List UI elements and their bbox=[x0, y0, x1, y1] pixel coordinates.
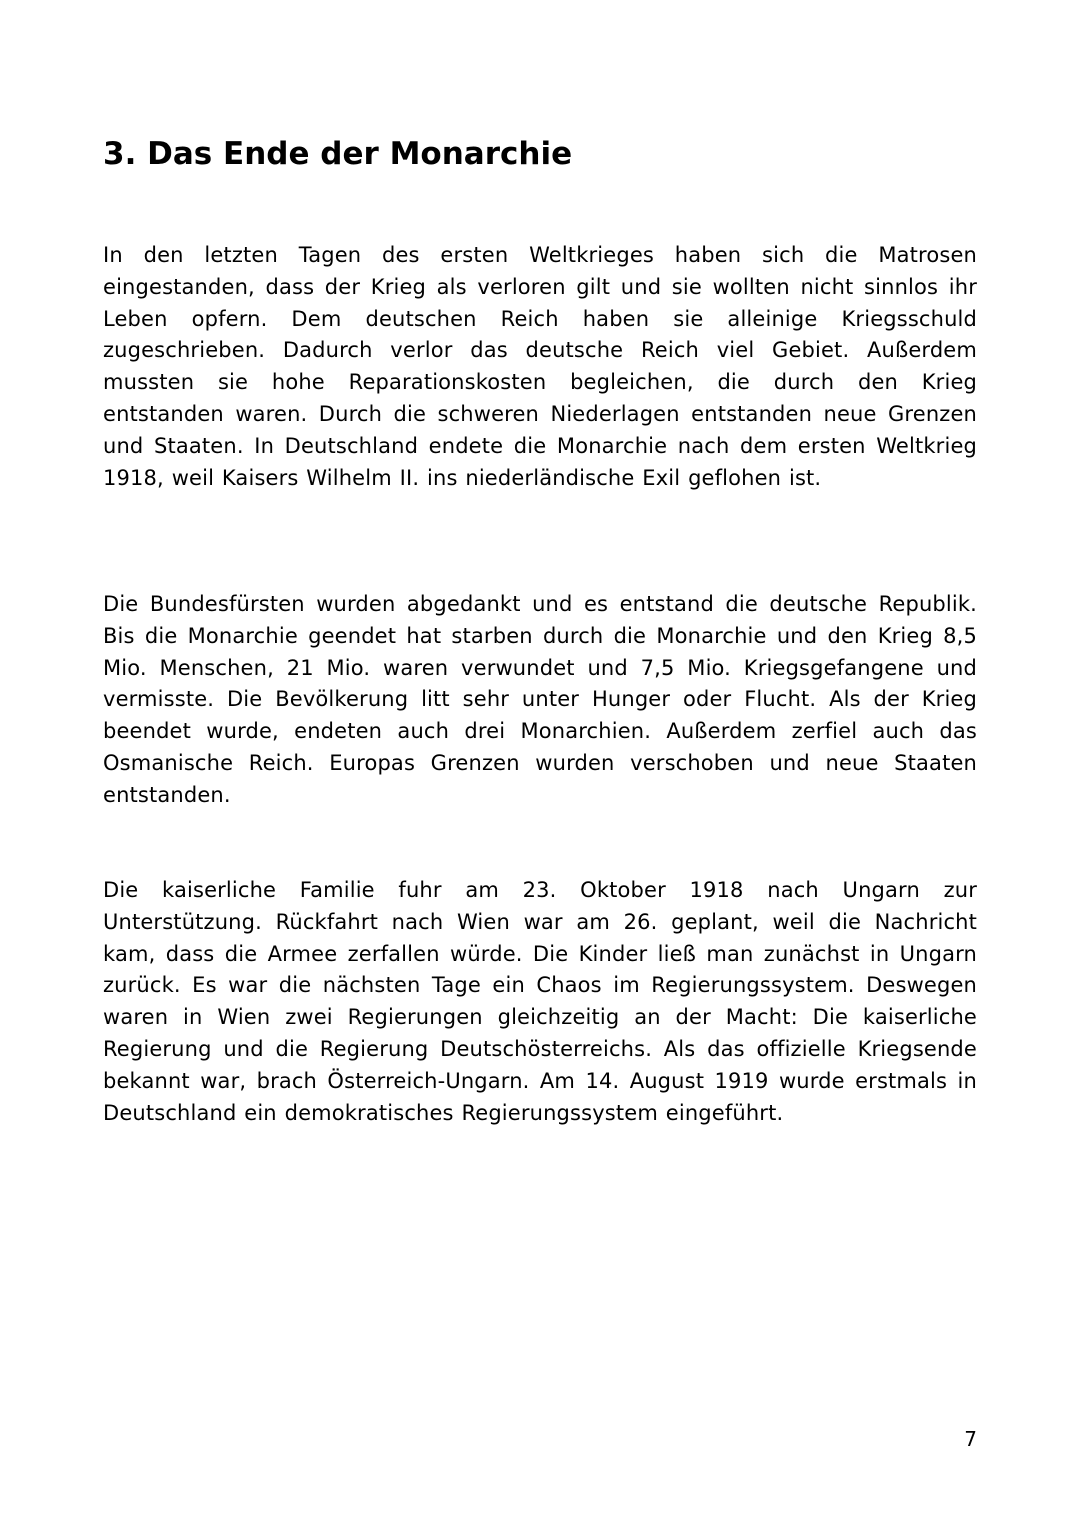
paragraph-1: In den letzten Tagen des ersten Weltkrieges haben sich die Matrosen eingestanden, dass der Krieg als verloren gilt und sie wollten nicht sinnlos ihr Leben opfern. Dem deutschen Reich haben sie alleinige Kriegsschuld zugeschrieben. Dadurch verlor das deutsche Reich viel Gebiet. Außerdem mussten sie hohe Reparationskosten begleichen, die durch den Krieg entstanden waren. Durch die schweren Niederlagen entstanden neue Grenzen und Staaten. In Deutschland endete die Monarchie nach dem ersten Weltkrieg 1918, weil Kaisers Wilhelm II. ins niederländische Exil geflohen ist. bbox=[103, 243, 977, 490]
section-heading: 3. Das Ende der Monarchie bbox=[103, 136, 573, 172]
paragraph-2: Die Bundesfürsten wurden abgedankt und es entstand die deutsche Republik. Bis die Monarchie geendet hat starben durch die Monarchie und den Krieg 8,5 Mio. Menschen, 21 Mio. waren verwundet und 7,5 Mio. Kriegsgefangene und vermisste. Die Bevölkerung litt sehr unter Hunger oder Flucht. Als der Krieg beendet wurde, endeten auch drei Monarchien. Außerdem zerfiel auch das Osmanische Reich. Europas Grenzen wurden verschoben und neue Staaten entstanden. bbox=[103, 592, 977, 807]
paragraph-3: Die kaiserliche Familie fuhr am 23. Oktober 1918 nach Ungarn zur Unterstützung. Rückfahrt nach Wien war am 26. geplant, weil die Nachricht kam, dass die Armee zerfallen würde. Die Kinder ließ man zunächst in Ungarn zurück. Es war die nächsten Tage ein Chaos im Regierungssystem. Deswegen waren in Wien zwei Regierungen gleichzeitig an der Macht: Die kaiserliche Regierung und die Regierung Deutschösterreichs. Als das offizielle Kriegsende bekannt war, brach Österreich-Ungarn. Am 14. August 1919 wurde erstmals in Deutschland ein demokratisches Regierungssystem eingeführt. bbox=[103, 878, 977, 1125]
page-number: 7 bbox=[964, 1427, 977, 1451]
